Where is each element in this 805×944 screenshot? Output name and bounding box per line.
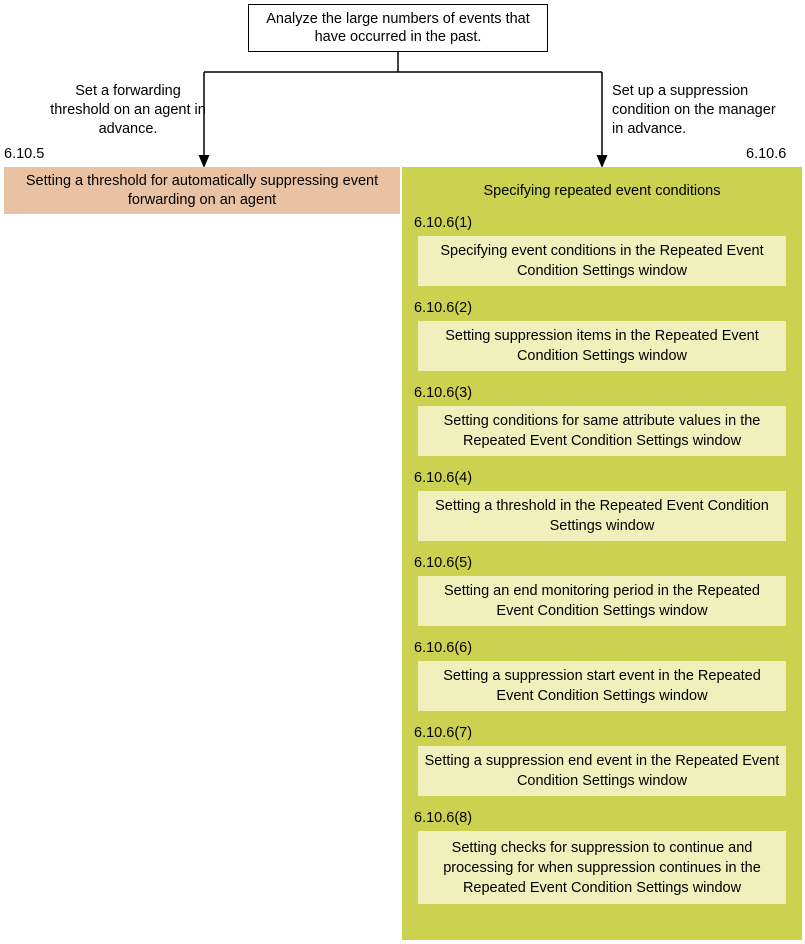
step-number-3: 6.10.6(3) (414, 385, 473, 401)
step-box-4 (418, 491, 786, 541)
section-number-right: 6.10.6 (746, 146, 787, 162)
step-number-8: 6.10.6(8) (414, 810, 473, 826)
step-number-2: 6.10.6(2) (414, 300, 473, 316)
step-label-7: Setting a suppression end event in the Repeated Event Condition Settings window (424, 753, 780, 789)
step-number-4: 6.10.6(4) (414, 470, 473, 486)
step-label-8: Setting checks for suppression to continue and processing for when suppression continues in the Repeated Event Condition Settings window (443, 839, 761, 896)
step-label-6: Setting a suppression start event in the Repeated Event Condition Settings window (443, 668, 761, 704)
root-node-label: Analyze the large numbers of events that have occurred in the past. (266, 11, 530, 45)
step-label-2: Setting suppression items in the Repeated Event Condition Settings window (445, 328, 759, 364)
step-box-5 (418, 576, 786, 626)
step-box-7 (418, 746, 786, 796)
left-section-title: Setting a threshold for automatically suppressing event forwarding on an agent (25, 172, 379, 208)
left-section-panel (4, 167, 400, 214)
step-box-6 (418, 661, 786, 711)
right-section-title: Specifying repeated event conditions (483, 183, 721, 199)
step-number-6: 6.10.6(6) (414, 640, 473, 656)
step-box-1 (418, 236, 786, 286)
root-node (248, 4, 548, 52)
branch-caption-left: Set a forwarding threshold on an agent in advance. (50, 83, 206, 137)
step-number-5: 6.10.6(5) (414, 555, 473, 571)
step-box-3 (418, 406, 786, 456)
step-number-1: 6.10.6(1) (414, 215, 473, 231)
step-number-7: 6.10.6(7) (414, 725, 473, 741)
branch-caption-right: Set up a suppression condition on the manager in advance. (612, 83, 776, 137)
section-number-left: 6.10.5 (4, 146, 45, 162)
step-label-5: Setting an end monitoring period in the Repeated Event Condition Settings window (444, 583, 760, 619)
step-box-2 (418, 321, 786, 371)
step-label-1: Specifying event conditions in the Repeated Event Condition Settings window (440, 243, 764, 279)
step-box-8 (418, 831, 786, 904)
step-label-3: Setting conditions for same attribute values in the Repeated Event Condition Settings window (443, 413, 761, 449)
step-label-4: Setting a threshold in the Repeated Event Condition Settings window (435, 498, 769, 534)
